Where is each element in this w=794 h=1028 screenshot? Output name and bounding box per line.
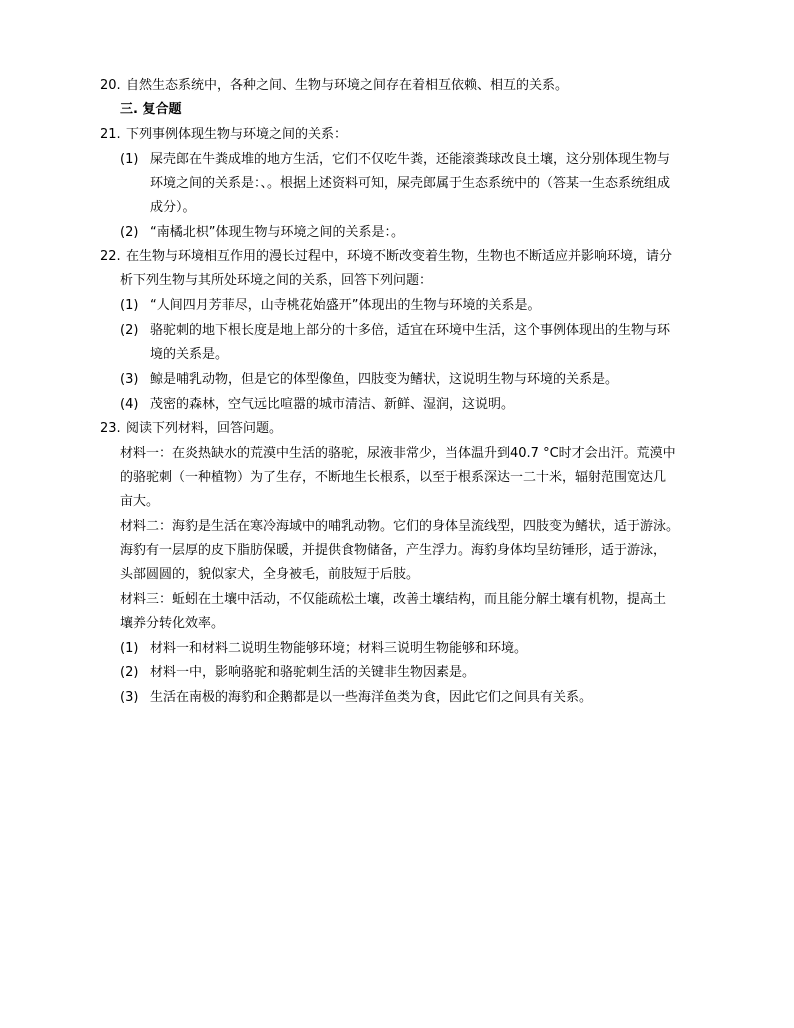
sub-number: (3) [120,690,139,705]
sub-text: 生活在南极的海豹和企鹅都是以一些海洋鱼类为食，因此它们之间具有关系。 [150,690,593,705]
question-stem: 阅读下列材料，回答问题。 [126,421,283,436]
sub-text: “人间四月芳菲尽，山寺桃花始盛开”体现出的生物与环境的关系是。 [150,298,541,313]
section-title: 三. 复合题 [120,102,182,117]
material-3: 材料三：蚯蚓在土壤中活动，不仅能疏松土壤，改善土壤结构，而且能分解土壤有机物，提高土 [120,592,667,607]
question-stem: 在生物与环境相互作用的漫长过程中，环境不断改变着生物，生物也不断适应并影响环境，请分 [126,249,673,264]
question-number: 22. [100,249,121,264]
question-number: 23. [100,421,121,436]
sub-number: (2) [120,323,139,338]
question-stem-continued: 析下列生物与其所处环境之间的关系，回答下列问题： [120,273,433,288]
question-number: 21. [100,127,121,142]
question-22 [100,246,672,268]
material-2-continued: 头部圆圆的，貌似家犬，全身被毛，前肢短于后肢。 [120,567,420,582]
sub-question-22-2 [120,320,670,342]
sub-number: (2) [120,665,139,680]
question-20 [100,75,568,97]
material-1-continued: 亩大。 [120,494,160,509]
question-23 [100,418,282,440]
sub-number: (1) [120,298,139,313]
sub-question-23-2 [120,662,475,684]
material-3-continued: 壤养分转化效率。 [120,616,225,631]
sub-text: 茂密的森林，空气远比喧嚣的城市清洁、新鲜、湿润，这说明。 [150,397,515,412]
sub-text: “南橘北枳”体现生物与环境之间的关系是：。 [150,225,404,240]
material-1-continued: 的骆驼刺（一种植物）为了生存，不断地生长根系，以至于根系深达一二十米，辐射范围宽达几 [120,470,667,485]
sub-question-22-1 [120,295,540,317]
sub-question-21-1 [120,149,670,171]
sub-question-21-2 [120,222,404,244]
sub-question-22-3 [120,369,618,391]
sub-text: 骆驼刺的地下根长度是地上部分的十多倍，适宜在环境中生活，这个事例体现出的生物与环 [150,323,671,338]
sub-text-continued: 环境之间的关系是：、。根据上述资料可知，屎壳郎属于生态系统中的（答某一生态系统组成 [150,176,671,191]
sub-text-continued: 成分）。 [150,200,196,215]
sub-question-23-3 [120,687,592,709]
sub-text: 屎壳郎在牛粪成堆的地方生活，它们不仅吃牛粪，还能滚粪球改良土壤，这分别体现生物与 [150,152,671,167]
sub-number: (1) [120,641,139,656]
question-stem: 下列事例体现生物与环境之间的关系： [126,127,348,142]
sub-number: (1) [120,152,139,167]
material-2: 材料二：海豹是生活在寒冷海域中的哺乳动物。它们的身体呈流线型，四肢变为鳍状，适于游泳。 [120,519,680,534]
sub-number: (4) [120,397,139,412]
sub-text: 鲸是哺乳动物，但是它的体型像鱼，四肢变为鳍状，这说明生物与环境的关系是。 [150,372,619,387]
sub-text-continued: 境的关系是。 [150,347,229,362]
material-1: 材料一：在炎热缺水的荒漠中生活的骆驼，尿液非常少，当体温升到40.7 °C时才会出汗。荒漠中 [120,446,676,461]
question-21 [100,124,347,146]
question-number: 20. [100,78,121,93]
sub-number: (2) [120,225,139,240]
sub-text: 材料一中，影响骆驼和骆驼刺生活的关键非生物因素是。 [150,665,476,680]
question-text: 自然生态系统中，各种之间、生物与环境之间存在着相互依赖、相互的关系。 [126,78,569,93]
sub-text: 材料一和材料二说明生物能够环境；材料三说明生物能够和环境。 [150,641,528,656]
material-2-continued: 海豹有一层厚的皮下脂肪保暖，并提供食物储备，产生浮力。海豹身体均呈纺锤形，适于游泳， [120,543,667,558]
sub-number: (3) [120,372,139,387]
sub-question-23-1 [120,638,527,660]
sub-question-22-4 [120,394,514,416]
